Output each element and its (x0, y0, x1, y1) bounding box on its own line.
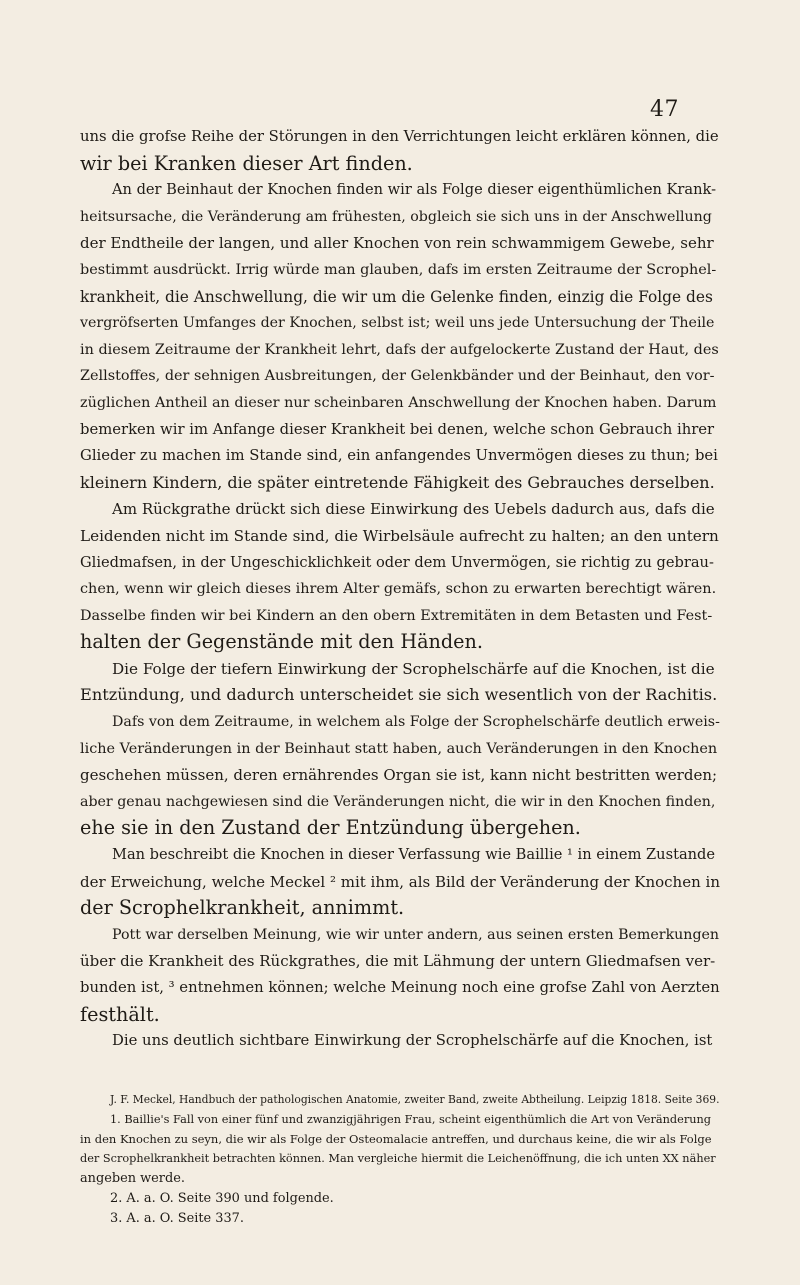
text-line: Zellstoffes, der sehnigen Ausbreitungen, der Gelenkbänder und der Beinhaut, den vor- (80, 368, 715, 385)
text-line: An der Beinhaut der Knochen finden wir als Folge dieser eigenthümlichen Krank- (112, 181, 716, 199)
text-line: der Endtheile der langen, und aller Knochen von rein schwammigem Gewebe, sehr (80, 234, 714, 253)
text-line: bestimmt ausdrückt. Irrig würde man glauben, dafs im ersten Zeitraume der Scrophel- (80, 261, 717, 278)
text-line: Leidenden nicht im Stande sind, die Wirbelsäule aufrecht zu halten; an den untern (80, 526, 719, 545)
text-line: chen, wenn wir gleich dieses ihrem Alter gemäfs, schon zu erwarten berechtigt wären. (80, 581, 717, 598)
text-line: vergröfserten Umfanges der Knochen, selbst ist; weil uns jede Untersuchung der Theile (80, 315, 715, 332)
text-line: der Erweichung, welche Meckel ² mit ihm, als Bild der Veränderung der Knochen in (80, 872, 720, 891)
text-line: Glieder zu machen im Stande sind, ein anfangendes Unvermögen dieses zu thun; bei (80, 447, 718, 465)
text-line: der Scrophelkrankheit, annimmt. (80, 896, 405, 920)
text-line: halten der Gegenstände mit den Händen. (80, 630, 483, 654)
footnote-line: J. F. Meckel, Handbuch der pathologischen Anatomie, zweiter Band, zweite Abtheilung. Leipzig 1818. Seite 369. (110, 1093, 720, 1106)
text-line: züglichen Antheil an dieser nur scheinbaren Anschwellung der Knochen haben. Darum (80, 394, 717, 411)
footnote-line: in den Knochen zu seyn, die wir als Folge der Osteomalacie antreffen, und durchaus keine, die wir als Folge (80, 1131, 712, 1146)
text-line: aber genau nachgewiesen sind die Veränderungen nicht, die wir in den Knochen finden, (80, 793, 716, 810)
footnote-line: 1. Baillie's Fall von einer fünf und zwanzigjährigen Frau, scheint eigenthümlich die Art von Veränderung (110, 1112, 712, 1126)
text-line: Gliedmafsen, in der Ungeschicklichkeit oder dem Unvermögen, sie richtig zu gebrau- (80, 553, 714, 571)
text-line: festhält. (80, 1002, 160, 1026)
text-line: heitsursache, die Veränderung am frühesten, obgleich sie sich uns in der Anschwellung (80, 208, 712, 225)
text-line: Entzündung, und dadurch unterscheidet sie sich wesentlich von der Rachitis. (80, 685, 718, 705)
text-line: wir bei Kranken dieser Art finden. (80, 151, 413, 175)
text-line: bemerken wir im Anfange dieser Krankheit bei denen, welche schon Gebrauch ihrer (80, 420, 715, 438)
text-line: krankheit, die Anschwellung, die wir um die Gelenke finden, einzig die Folge des (80, 287, 713, 306)
text-line: über die Krankheit des Rückgrathes, die mit Lähmung der untern Gliedmafsen ver- (80, 952, 716, 971)
text-line: kleinern Kindern, die später eintretende Fähigkeit des Gebrauches derselben. (80, 472, 715, 492)
text-line: in diesem Zeitraume der Krankheit lehrt, dafs der aufgelockerte Zustand der Haut, des (80, 341, 719, 358)
footnotes (80, 1090, 720, 1229)
footnote-line: der Scrophelkrankheit betrachten können. Man vergleiche hiermit die Leichenöffnung, die ich unten XX näher (80, 1152, 716, 1166)
text-line: uns die grofse Reihe der Störungen in den Verrichtungen leicht erklären können, die (80, 128, 719, 145)
text-line: Pott war derselben Meinung, wie wir unter andern, aus seinen ersten Bemerkungen (112, 926, 720, 943)
text-line: bunden ist, ³ entnehmen können; welche Meinung noch eine grofse Zahl von Aerzten (80, 979, 720, 996)
footnote-line: 2. A. a. O. Seite 390 und folgende. (110, 1190, 334, 1206)
text-line: Am Rückgrathe drückt sich diese Einwirkung des Uebels dadurch aus, dafs die (112, 500, 715, 519)
text-line: Die Folge der tiefern Einwirkung der Scrophelschärfe auf die Knochen, ist die (112, 659, 715, 678)
body-text (80, 124, 720, 1055)
text-line: liche Veränderungen in der Beinhaut statt haben, auch Veränderungen in den Knochen (80, 740, 718, 757)
text-line: Die uns deutlich sichtbare Einwirkung der Scrophelschärfe auf die Knochen, ist (112, 1032, 713, 1050)
text-line: Dasselbe finden wir bei Kindern an den obern Extremitäten in dem Betasten und Fest- (80, 607, 713, 624)
footnote-line: 3. A. a. O. Seite 337. (110, 1210, 244, 1226)
footnote-line: angeben werde. (80, 1171, 185, 1187)
text-line: geschehen müssen, deren ernährendes Organ sie ist, kann nicht bestritten werden; (80, 766, 718, 785)
text-line: Dafs von dem Zeitraume, in welchem als Folge der Scrophelschärfe deutlich erweis- (112, 714, 720, 731)
text-line: ehe sie in den Zustand der Entzündung übergehen. (80, 816, 581, 840)
text-line: Man beschreibt die Knochen in dieser Verfassung wie Baillie ¹ in einem Zustande (112, 846, 716, 864)
page-number: 47 (650, 97, 679, 122)
